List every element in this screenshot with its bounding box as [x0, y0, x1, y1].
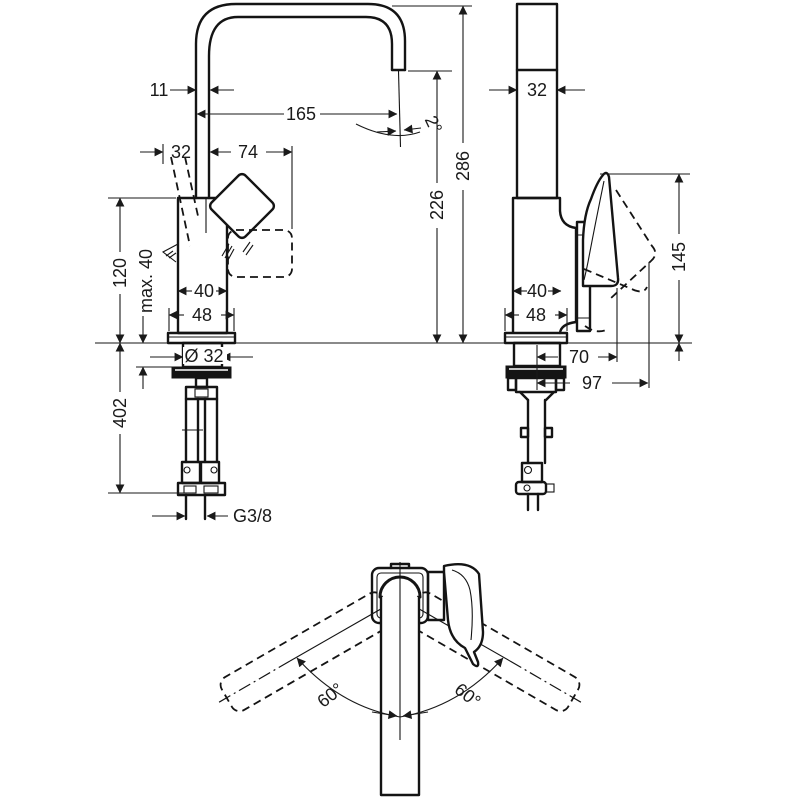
connector-detail-side: [525, 467, 532, 474]
dim-label-hose-length: 402: [110, 397, 130, 429]
dim-label-handle-reach: 74: [237, 142, 259, 162]
housing-body: [516, 378, 556, 392]
hose-tails-side: [528, 494, 538, 510]
mounting-flange-side: [506, 366, 566, 378]
dim-label-offset-left: 32: [170, 142, 192, 162]
dim-label-body-height: 120: [110, 257, 130, 289]
base-plate-front: [168, 333, 235, 343]
handle-lever-top-view: [444, 564, 483, 666]
base-plate-side: [505, 333, 567, 343]
dim-label-body-width: 40: [193, 281, 215, 301]
dim-label-max-mount-thickness: max. 40: [136, 248, 156, 314]
hose-side: [528, 400, 545, 463]
front-view-dimensions: [108, 80, 446, 526]
dim-label-body-width-side: 40: [526, 281, 548, 301]
bracket-slot-left: [184, 486, 196, 493]
spout-outline: [196, 4, 405, 198]
dim-label-pipe-width: 11: [149, 80, 169, 100]
hose-tails: [186, 495, 205, 519]
front-view: [163, 4, 405, 519]
dim-label-pipe-width-side: 32: [526, 80, 548, 100]
hose-tab-left: [521, 428, 528, 437]
bracket-detail-side: [524, 485, 530, 491]
top-view: [216, 562, 584, 795]
dim-label-total-height: 286: [453, 150, 473, 182]
connector-detail-left: [184, 467, 190, 473]
side-view-dimensions: [392, 6, 690, 393]
dim-label-base-width-side: 48: [525, 305, 547, 325]
bracket-side: [516, 482, 546, 494]
hose-tab-right: [545, 428, 552, 437]
popup-rod-tab: [196, 378, 207, 387]
dim-label-thread-size: G3/8: [233, 506, 273, 526]
popup-housing-detail: [195, 389, 208, 397]
swing-axis-right-ext: [510, 661, 584, 704]
spout-column-side: [517, 4, 557, 198]
dim-label-drain-diameter: Ø 32: [184, 346, 224, 366]
dim-label-spout-reach: 165: [285, 104, 317, 124]
dim-label-outlet-height: 226: [427, 189, 447, 221]
dim-label-handle-height: 145: [669, 241, 689, 273]
connector-detail-right: [211, 467, 217, 473]
handle-joint-hatch-right: [243, 242, 253, 255]
dim-label-swivel-left: 60°: [313, 679, 348, 712]
dim-label-base-width: 48: [191, 305, 213, 325]
handle-swing-tip: [163, 244, 178, 262]
dim-label-center-to-handle-max: 97: [581, 373, 603, 393]
dim-label-swivel-right: 60°: [450, 679, 485, 712]
dim-label-stream-angle: 2°: [420, 112, 447, 137]
swing-axis-left-ext: [216, 661, 290, 704]
bracket-slot-right: [204, 486, 218, 493]
handle-lever-side: [583, 173, 618, 286]
housing-taper: [520, 392, 554, 400]
dim-label-center-to-handle: 70: [568, 347, 590, 367]
mounting-flange: [172, 367, 231, 378]
